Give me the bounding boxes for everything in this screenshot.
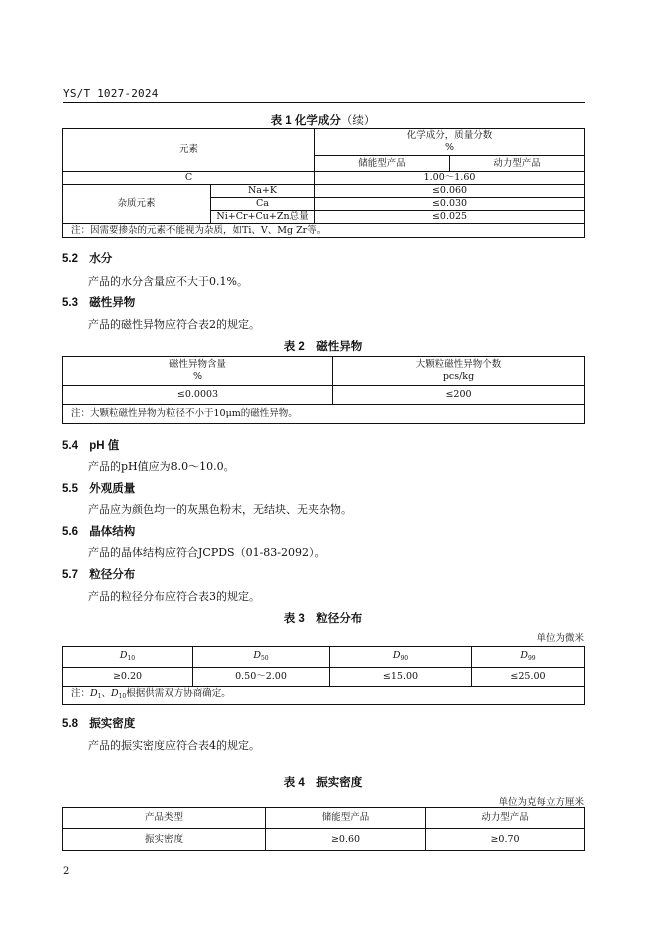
section-5-3-heading xyxy=(62,294,135,310)
header-divider xyxy=(63,102,585,103)
table2-value-count: ≤200 xyxy=(333,386,585,405)
section-number: 5.8 xyxy=(62,718,78,730)
d-subscript: 10 xyxy=(118,693,127,700)
table1-row-name: Ca xyxy=(211,198,315,211)
table3-value: ≤15.00 xyxy=(330,668,472,687)
table4-head-type: 产品类型 xyxy=(63,808,266,829)
table3-head-d90 xyxy=(330,647,472,668)
table3-head-d99 xyxy=(472,647,585,668)
section-5-2-heading xyxy=(62,250,112,266)
d-subscript: 90 xyxy=(400,654,409,662)
table4-value-power: ≥0.70 xyxy=(426,829,585,851)
table4-head-power: 动力型产品 xyxy=(426,808,585,829)
table1-head-power: 动力型产品 xyxy=(450,156,585,172)
section-title: pH 值 xyxy=(89,440,120,452)
section-title: 外观质量 xyxy=(89,483,136,495)
section-number: 5.7 xyxy=(62,569,78,581)
section-5-8-heading xyxy=(62,715,135,731)
d-symbol: D xyxy=(119,649,128,661)
table4 xyxy=(62,807,585,851)
section-title: 磁性异物 xyxy=(89,297,136,309)
table4-row-label: 振实密度 xyxy=(63,829,266,851)
section-title: 振实密度 xyxy=(89,718,136,730)
table4-caption: 表 4 振实密度 xyxy=(283,777,363,789)
table4-value-storage: ≥0.60 xyxy=(266,829,426,851)
table3-unit: 单位为微米 xyxy=(536,633,584,644)
table1-row-value: ≤0.030 xyxy=(315,198,585,211)
d-symbol: D xyxy=(520,649,528,661)
table2-head-content xyxy=(63,357,333,386)
table1-c-label: C xyxy=(63,172,315,185)
table1-note: 注：因需要掺杂的元素不能视为杂质，如Ti、V、Mg Zr等。 xyxy=(63,224,585,238)
table1-caption-title: 表 1 化学成分 xyxy=(270,115,341,127)
table2-value-content: ≤0.0003 xyxy=(63,386,333,405)
table3-value: ≤25.00 xyxy=(472,668,585,687)
table2 xyxy=(62,356,585,424)
page-number: 2 xyxy=(63,866,70,877)
table2-head-content-line1: 磁性异物含量 xyxy=(168,359,226,370)
section-number: 5.2 xyxy=(62,253,78,265)
table1-head-composition-line1: 化学成分，质量分数 xyxy=(406,130,493,141)
d-subscript: 50 xyxy=(260,654,269,662)
table1-head-composition-line2: % xyxy=(445,142,455,153)
table3-note xyxy=(63,687,585,705)
table1-caption xyxy=(62,112,584,128)
table1-c-value: 1.00～1.60 xyxy=(315,172,585,185)
d-symbol: D xyxy=(90,688,98,699)
section-5-7-text: 产品的粒径分布应符合表3的规定。 xyxy=(88,590,260,603)
section-5-5-heading xyxy=(62,480,135,496)
table1-row-value: ≤0.060 xyxy=(315,185,585,198)
table3-value: ≥0.20 xyxy=(63,668,193,687)
table1 xyxy=(62,128,585,238)
table4-unit: 单位为克每立方厘米 xyxy=(498,797,584,808)
table1-head-storage: 储能型产品 xyxy=(315,156,450,172)
table3-head-d50 xyxy=(193,647,330,668)
note-separator: 、 xyxy=(101,688,111,699)
section-5-2-text: 产品的水分含量应不大于0.1%。 xyxy=(88,275,248,288)
d-subscript: 99 xyxy=(527,654,536,662)
table2-head-count xyxy=(333,357,585,386)
table2-head-count-line1: 大颗粒磁性异物个数 xyxy=(415,359,502,370)
section-5-4-text: 产品的pH值应为8.0～10.0。 xyxy=(88,460,235,473)
section-number: 5.5 xyxy=(62,483,78,495)
note-text: 根据供需双方协商确定。 xyxy=(126,688,231,699)
section-number: 5.6 xyxy=(62,526,78,538)
document-id: YS/T 1027-2024 xyxy=(63,87,159,100)
section-title: 晶体结构 xyxy=(89,526,136,538)
section-5-6-text: 产品的晶体结构应符合JCPDS（01-83-2092）。 xyxy=(88,546,326,559)
table1-row-value: ≤0.025 xyxy=(315,211,585,224)
table1-impurity-label: 杂质元素 xyxy=(63,185,211,224)
d-subscript: 1 xyxy=(97,693,102,700)
d-symbol: D xyxy=(392,649,401,661)
table2-caption: 表 2 磁性异物 xyxy=(283,341,363,353)
d-subscript: 10 xyxy=(127,654,136,662)
section-5-7-heading xyxy=(62,566,135,582)
d-symbol: D xyxy=(110,688,119,699)
section-5-4-heading xyxy=(62,437,119,453)
table1-head-composition xyxy=(315,129,585,156)
section-title: 水分 xyxy=(89,253,113,265)
table3-value: 0.50～2.00 xyxy=(193,668,330,687)
section-5-3-text: 产品的磁性异物应符合表2的规定。 xyxy=(88,318,260,331)
table2-note: 注：大颗粒磁性异物为粒径不小于10μm的磁性异物。 xyxy=(63,405,585,424)
table3-head-d10 xyxy=(63,647,193,668)
table2-head-content-line2: % xyxy=(192,371,203,382)
section-5-5-text: 产品应为颜色均一的灰黑色粉末，无结块、无夹杂物。 xyxy=(88,503,352,516)
table4-head-storage: 储能型产品 xyxy=(266,808,426,829)
section-title: 粒径分布 xyxy=(89,569,136,581)
section-number: 5.3 xyxy=(62,297,78,309)
section-number: 5.4 xyxy=(62,440,78,452)
table2-head-count-line2: pcs/kg xyxy=(442,371,475,382)
d-symbol: D xyxy=(253,649,261,661)
table1-row-name: Ni+Cr+Cu+Zn总量 xyxy=(211,211,315,224)
table1-row-name: Na+K xyxy=(211,185,315,198)
note-prefix: 注： xyxy=(71,688,91,699)
section-5-8-text: 产品的振实密度应符合表4的规定。 xyxy=(88,739,260,752)
table1-caption-cont: （续） xyxy=(340,115,376,127)
table3 xyxy=(62,646,585,705)
section-5-6-heading xyxy=(62,523,135,539)
table1-head-element: 元素 xyxy=(63,129,315,172)
table3-caption: 表 3 粒径分布 xyxy=(283,613,363,625)
